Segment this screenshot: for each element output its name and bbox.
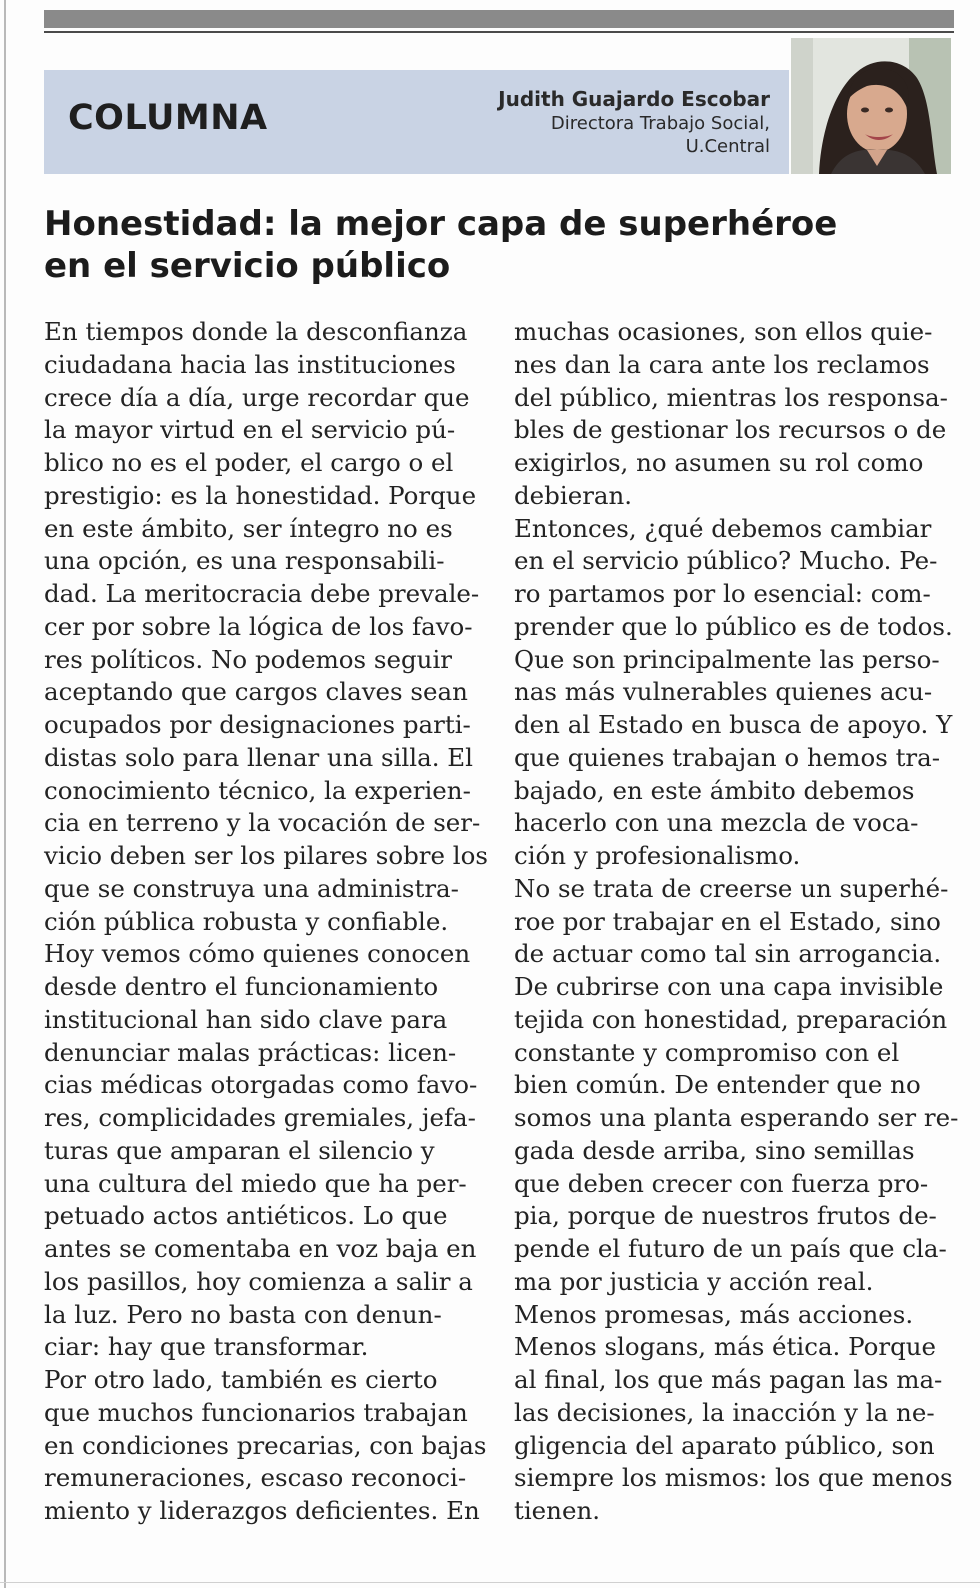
top-gray-bar bbox=[44, 10, 954, 28]
body-line: las decisiones, la inacción y la ne- bbox=[514, 1397, 935, 1427]
article-column-left bbox=[44, 316, 488, 1528]
body-line: denunciar malas prácticas: licen- bbox=[44, 1037, 457, 1067]
body-line: pende el futuro de un país que cla- bbox=[514, 1234, 947, 1263]
headline-line: en el servicio público bbox=[44, 246, 451, 286]
body-line: petuado actos antiéticos. Lo que bbox=[44, 1201, 448, 1231]
body-line: del público, mientras los responsa- bbox=[514, 382, 948, 412]
section-label: COLUMNA bbox=[68, 98, 268, 138]
body-line: en este ámbito, ser íntegro no es bbox=[44, 513, 453, 543]
body-line: institucional han sido clave para bbox=[44, 1004, 448, 1034]
body-line: Entonces, ¿qué debemos cambiar bbox=[514, 513, 932, 543]
body-line: ocupados por designaciones parti- bbox=[44, 710, 471, 739]
body-line: roe por trabajar en el Estado, sino bbox=[514, 906, 941, 936]
author-role-line2: U.Central bbox=[685, 136, 770, 157]
body-line: vicio deben ser los pilares sobre los bbox=[44, 841, 488, 870]
body-line: De cubrirse con una capa invisible bbox=[514, 972, 944, 1001]
body-line: turas que amparan el silencio y bbox=[44, 1135, 435, 1165]
article-column-right bbox=[514, 316, 959, 1528]
body-line: bajado, en este ámbito debemos bbox=[514, 775, 915, 805]
body-line: la mayor virtud en el servicio pú- bbox=[44, 415, 456, 445]
body-line: tienen. bbox=[514, 1496, 601, 1525]
body-line: que quienes trabajan o hemos tra- bbox=[514, 742, 941, 772]
body-line: bien común. De entender que no bbox=[514, 1070, 921, 1100]
body-line: constante y compromiso con el bbox=[514, 1037, 900, 1067]
body-line: siempre los mismos: los que menos bbox=[514, 1463, 953, 1493]
author-byline bbox=[498, 86, 770, 158]
body-line: den al Estado en busca de apoyo. Y bbox=[514, 710, 953, 739]
body-line: ción pública robusta y confiable. bbox=[44, 906, 449, 936]
body-line: aceptando que cargos claves sean bbox=[44, 677, 468, 707]
body-line: en condiciones precarias, con bajas bbox=[44, 1430, 487, 1460]
body-line: de actuar como tal sin arrogancia. bbox=[514, 939, 942, 969]
author-name: Judith Guajardo Escobar bbox=[498, 87, 770, 111]
body-line: distas solo para llenar una silla. El bbox=[44, 742, 473, 772]
body-line: desde dentro el funcionamiento bbox=[44, 972, 439, 1001]
body-line: nas más vulnerables quienes acu- bbox=[514, 677, 933, 707]
body-line: que deben crecer con fuerza pro- bbox=[514, 1168, 929, 1198]
body-line: gligencia del aparato público, son bbox=[514, 1430, 935, 1460]
body-line: somos una planta esperando ser re- bbox=[514, 1103, 959, 1132]
body-line: hacerlo con una mezcla de voca- bbox=[514, 808, 919, 838]
body-line: al final, los que más pagan las ma- bbox=[514, 1365, 943, 1394]
body-line: cias médicas otorgadas como favo- bbox=[44, 1070, 478, 1100]
body-line: muchas ocasiones, son ellos quie- bbox=[514, 317, 933, 346]
body-line: exigirlos, no asumen su rol como bbox=[514, 448, 924, 477]
body-line: remuneraciones, escaso reconoci- bbox=[44, 1463, 467, 1493]
body-line: que se construya una administra- bbox=[44, 873, 459, 903]
headline-line: Honestidad: la mejor capa de superhéroe bbox=[44, 204, 838, 244]
body-line: No se trata de creerse un superhé- bbox=[514, 873, 949, 903]
body-line: una cultura del miedo que ha per- bbox=[44, 1168, 467, 1198]
body-line: antes se comentaba en voz baja en bbox=[44, 1234, 477, 1263]
body-line: prestigio: es la honestidad. Porque bbox=[44, 480, 477, 510]
body-line: debieran. bbox=[514, 480, 633, 510]
body-line: nes dan la cara ante los reclamos bbox=[514, 349, 930, 379]
body-line: En tiempos donde la desconfianza bbox=[44, 317, 468, 346]
body-line: bles de gestionar los recursos o de bbox=[514, 415, 947, 445]
bottom-divider bbox=[0, 1582, 980, 1583]
body-line: ciudadana hacia las instituciones bbox=[44, 349, 456, 379]
article-headline bbox=[44, 203, 944, 287]
page-edge-rule bbox=[4, 0, 6, 1588]
body-line: que muchos funcionarios trabajan bbox=[44, 1397, 468, 1427]
body-line: res políticos. No podemos seguir bbox=[44, 644, 452, 674]
author-photo bbox=[791, 38, 951, 174]
body-line: res, complicidades gremiales, jefa- bbox=[44, 1103, 476, 1132]
body-line: tejida con honestidad, preparación bbox=[514, 1004, 948, 1034]
body-line: pia, porque de nuestros frutos de- bbox=[514, 1201, 937, 1231]
body-line: Que son principalmente las perso- bbox=[514, 644, 940, 674]
body-line: dad. La meritocracia debe prevale- bbox=[44, 579, 480, 608]
body-line: cia en terreno y la vocación de ser- bbox=[44, 808, 481, 838]
body-line: cer por sobre la lógica de los favo- bbox=[44, 611, 473, 641]
body-line: blico no es el poder, el cargo o el bbox=[44, 448, 454, 477]
body-line: ro partamos por lo esencial: com- bbox=[514, 579, 931, 608]
body-line: ción y profesionalismo. bbox=[514, 841, 801, 870]
body-line: Hoy vemos cómo quienes conocen bbox=[44, 939, 471, 969]
body-line: miento y liderazgos deficientes. En bbox=[44, 1496, 480, 1525]
body-line: ma por justicia y acción real. bbox=[514, 1266, 874, 1296]
body-line: gada desde arriba, sino semillas bbox=[514, 1135, 915, 1165]
body-line: Menos slogans, más ética. Porque bbox=[514, 1332, 937, 1362]
body-line: prender que lo público es de todos. bbox=[514, 611, 953, 641]
body-line: crece día a día, urge recordar que bbox=[44, 382, 470, 412]
author-role-line1: Directora Trabajo Social, bbox=[550, 113, 770, 134]
body-line: en el servicio público? Mucho. Pe- bbox=[514, 546, 938, 576]
body-line: ciar: hay que transformar. bbox=[44, 1332, 369, 1362]
body-line: los pasillos, hoy comienza a salir a bbox=[44, 1266, 473, 1296]
top-divider bbox=[44, 31, 954, 33]
body-line: Menos promesas, más acciones. bbox=[514, 1299, 914, 1329]
body-line: conocimiento técnico, la experien- bbox=[44, 775, 471, 805]
body-line: Por otro lado, también es cierto bbox=[44, 1365, 438, 1394]
body-line: una opción, es una responsabili- bbox=[44, 546, 445, 576]
body-line: la luz. Pero no basta con denun- bbox=[44, 1299, 442, 1329]
